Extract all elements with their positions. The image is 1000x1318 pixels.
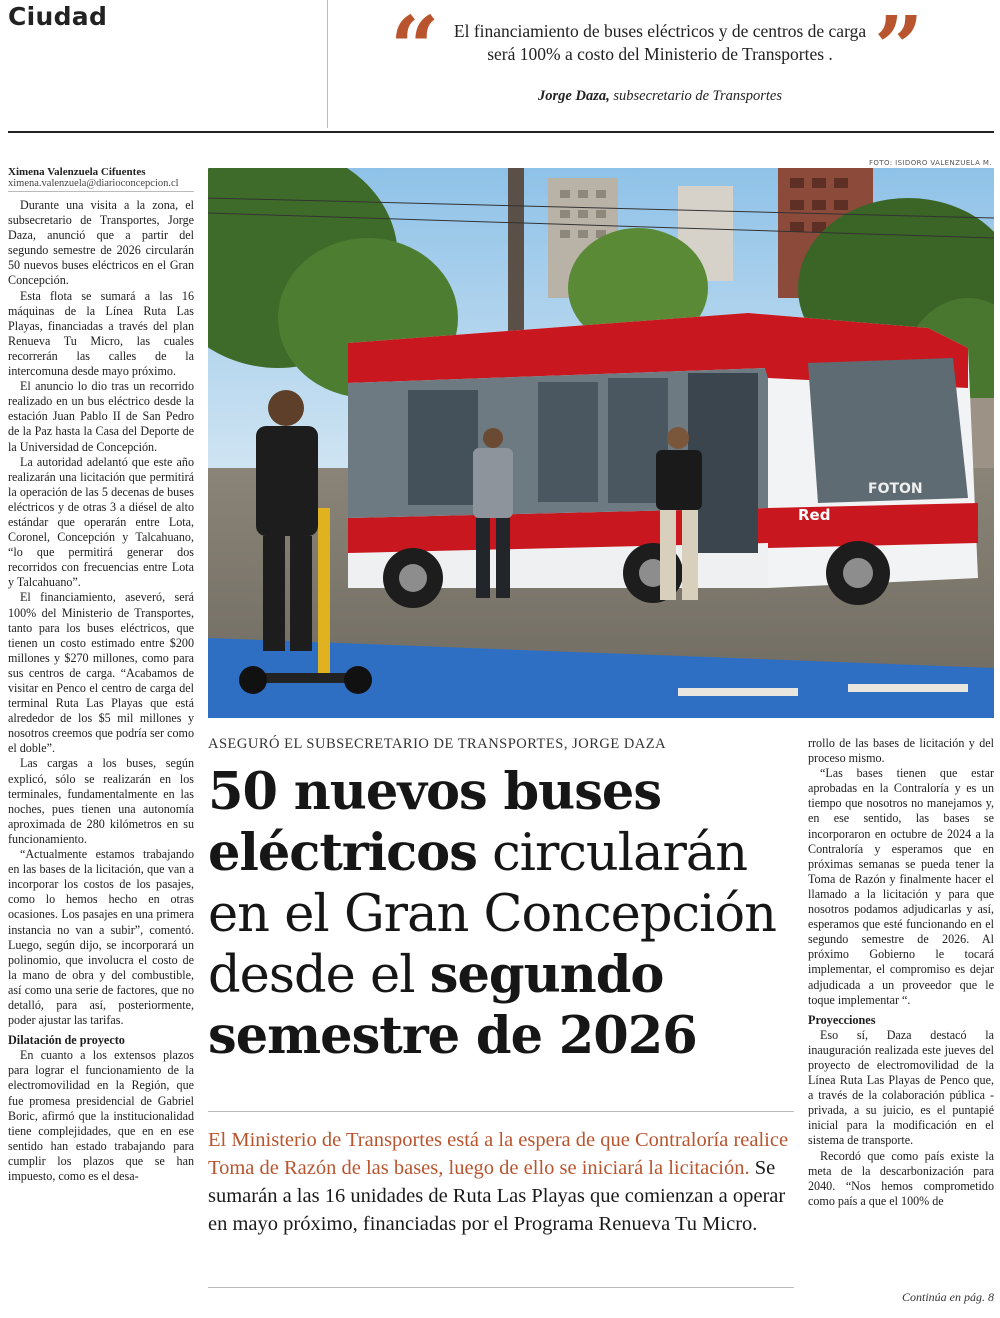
paragraph: rrollo de las bases de licitación y del proceso mismo. [808, 736, 994, 766]
paragraph: Eso sí, Daza destacó la inauguración realizada este jueves del proyecto de electromovilidad de la Línea Ruta Las Playas de Penco que, a través de la colaboración pública - privada, a su juicio, es el puntapié inicial para la modificación en el sistema de transporte. [808, 1027, 994, 1148]
subhead-proyecciones: Proyecciones [808, 1012, 876, 1027]
deck-rest: Se sumarán a las 16 unidades de Ruta Las Playas que comienzan a operar en mayo próximo, financiadas por el Programa Renueva Tu Micro. [208, 1157, 786, 1235]
article-headline [208, 762, 798, 1067]
close-quote-icon: ” [874, 0, 924, 99]
headline-bold-1: 50 nuevos buses eléctricos [208, 762, 662, 883]
subhead-dilatacion: Dilatación de proyecto [8, 1033, 125, 1048]
byline-name: Ximena Valenzuela Cifuentes [8, 166, 146, 178]
paragraph: El financiamiento, aseveró, será 100% del Ministerio de Transportes, tanto para los buses eléctricos, que tienen un costo estimado entre $200 millones y $270 millones, como para sus centros de carga. “Acabamos de visitar en Penco el centro de carga del terminal Ruta Las Playas que está alrededor de los $5 mil millones y nosotros creemos que podría ser como el doble”. [8, 590, 194, 756]
byline-email[interactable]: ximena.valenzuela@diarioconcepcion.cl [8, 178, 179, 189]
svg-text:FOTON: FOTON [868, 481, 923, 497]
bus-photo-illustration [208, 168, 994, 718]
bottom-rule [208, 1287, 794, 1288]
quote-author: Jorge Daza, [538, 88, 610, 104]
headline-light: circularán en el Gran Concepción desde el [208, 824, 776, 1005]
deck-rule [208, 1111, 794, 1112]
open-quote-icon: “ [390, 0, 440, 99]
paragraph: En cuanto a los extensos plazos para lograr el funcionamiento de la electromovilidad en la Región, que fue promesa presidencial de Gabriel Boric, afirmó que la institucionalidad tiene complejidades, que en en ese sentido han estado trabajando para cumplir los plazos que se han impuesto, como es el desa- [8, 1048, 194, 1183]
quote-attribution [450, 88, 870, 105]
paragraph: Recordó que como país existe la meta de la descarbonización para 2040. “Nos hemos comprometido como país a que el 100% de [808, 1148, 994, 1208]
header-rule [8, 131, 994, 133]
article-kicker: ASEGURÓ EL SUBSECRETARIO DE TRANSPORTES, JORGE DAZA [208, 736, 667, 752]
paragraph: Durante una visita a la zona, el subsecretario de Transportes, Jorge Daza, anunció que a partir del segundo semestre de 2026 circularán 50 nuevos buses eléctricos en el Gran Concepción. [8, 198, 194, 288]
article-photo [208, 168, 994, 718]
pull-quote [390, 0, 930, 122]
byline-rule [8, 191, 194, 192]
paragraph: “Actualmente estamos trabajando en las bases de la licitación, que van a incorporar los costos de los pasajes, como lo hemos hecho en otras ocasiones. Los pasajes en una primera instancia no van a subir”, comentó. Luego, según dijo, se incorporará un polinomio, que involucra el costo de la mano de obra y del combustible, así como una serie de factores, que no detalló, para así, posteriormente, poder ajustar las tarifas. [8, 847, 194, 1028]
section-label: Ciudad [8, 2, 108, 31]
header-divider [327, 0, 328, 128]
quote-role: subsecretario de Transportes [613, 88, 782, 104]
svg-text:Red: Red [798, 506, 831, 524]
article-left-column [8, 198, 194, 1184]
article-right-column [808, 736, 994, 1209]
photo-credit: FOTO: ISIDORO VALENZUELA M. [868, 159, 992, 167]
paragraph: “Las bases tienen que estar aprobadas en la Contraloría y es un tiempo que nosotros no manejamos y, en ese sentido, las bases se incorporaron en octubre de 2024 a la Contraloría y esperamos que en próximas semanas se pueda tener la Toma de Razón y finalmente hacer el llamado a la licitación y para que nosotros podamos adjudicarlas y así, esperamos que esté funcionando en el segundo semestre de 2026. Al próximo Gobierno le tocará implementar, el compromiso es dejar adjudicada a un proveedor que le toque implementar “. [808, 766, 994, 1007]
article-deck [208, 1126, 794, 1238]
paragraph: Esta flota se sumará a las 16 máquinas de la Línea Ruta Las Playas, financiadas a través del plan Renueva Tu Micro, las cuales recorrerán las calles de la intercomuna desde mayo próximo. [8, 288, 194, 379]
paragraph: El anuncio lo dio tras un recorrido realizado en un bus eléctrico desde la estación Juan Pablo II de San Pedro de la Paz hasta la Casa del Deporte de la Universidad de Concepción. [8, 379, 194, 454]
continues-link[interactable]: Continúa en pág. 8 [902, 1290, 994, 1304]
paragraph: La autoridad adelantó que este año realizarán una licitación que permitirá la operación de las 5 decenas de buses eléctricos y de otras 3 a diésel de alto estándar que operarán entre Lota, Coronel, Concepción y Talcahuano, “lo que permitirá generar dos recorridos con frecuencias entre Lota y Talcahuano”. [8, 454, 194, 590]
paragraph: Las cargas a los buses, según explicó, sólo se realizarán en los terminales, fundamentalmente en las noches, pues tienen una autonomía aproximada de 280 kilómetros en su funcionamiento. [8, 756, 194, 846]
quote-text: El financiamiento de buses eléctricos y de centros de carga será 100% a costo del Ministerio de Transportes . [453, 21, 867, 64]
headline-bold-2: segundo semestre de 2026 [208, 945, 697, 1066]
deck-accent: El Ministerio de Transportes está a la espera de que Contraloría realice Toma de Razón de las bases, luego de ello se iniciará la licitación. [208, 1129, 789, 1179]
